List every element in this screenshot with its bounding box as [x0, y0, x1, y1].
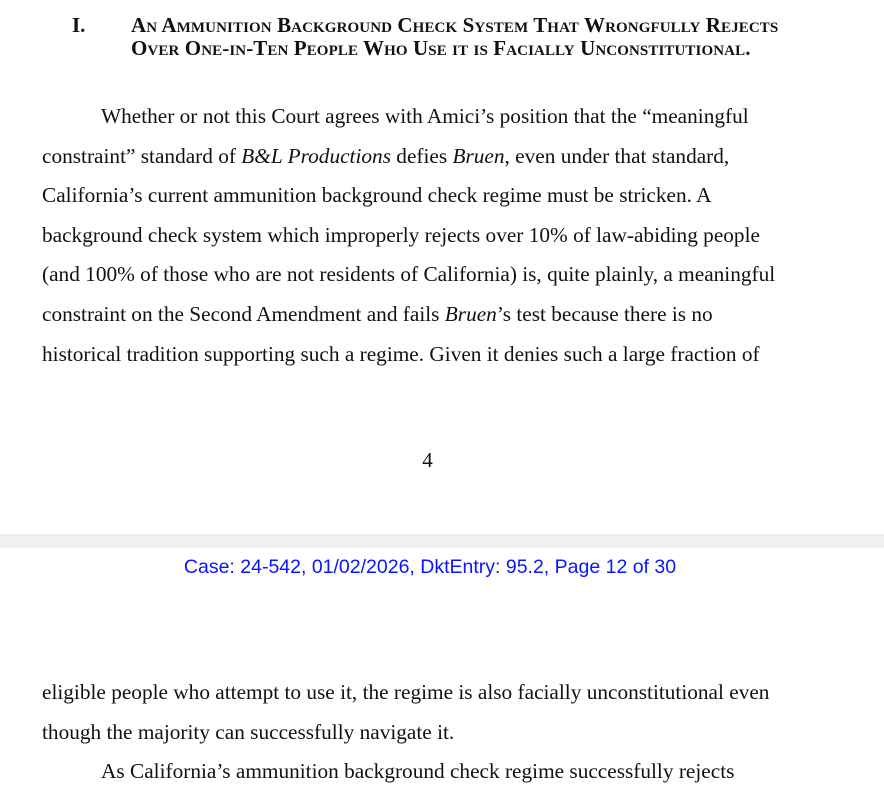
italic-citation: Bruen	[444, 301, 497, 326]
text-run: As California’s ammunition background check regime successfully rejects	[101, 759, 735, 784]
page-number: 4	[422, 448, 433, 472]
text-run: (and 100% of those who are not residents of California) is, quite plainly, a meaningful	[42, 262, 776, 287]
text-run: ’s test because there is no	[496, 301, 713, 326]
text-line	[42, 335, 832, 375]
text-line	[42, 295, 832, 335]
document-page	[0, 548, 884, 784]
text-line	[42, 673, 832, 713]
body-paragraph	[42, 97, 832, 374]
text-run: though the majority can successfully navigate it.	[42, 719, 455, 744]
text-run: defies	[390, 143, 453, 168]
italic-citation: B&L Productions	[241, 143, 391, 168]
text-line	[42, 216, 832, 256]
text-line	[42, 255, 832, 295]
body-paragraph	[42, 673, 832, 792]
section-number: I.	[72, 13, 86, 37]
text-run: background check system which improperly rejects over 10% of law-abiding people	[42, 222, 760, 247]
text-run: Whether or not this Court agrees with Amici’s position that the “meaningful	[101, 104, 749, 128]
text-line	[42, 713, 832, 753]
text-run: , even under that standard,	[504, 143, 730, 168]
text-run: eligible people who attempt to use it, the regime is also facially unconstitutional even	[42, 680, 770, 704]
text-run: historical tradition supporting such a regime. Given it denies such a large fraction of	[42, 341, 760, 366]
text-run: California’s current ammunition background check regime must be stricken. A	[42, 183, 712, 208]
italic-citation: Bruen	[452, 143, 505, 168]
case-header: Case: 24-542, 01/02/2026, DktEntry: 95.2, Page 12 of 30	[183, 556, 677, 578]
text-line	[42, 137, 832, 177]
text-run: constraint on the Second Amendment and fails	[42, 301, 445, 326]
text-run: constraint” standard of	[42, 143, 242, 168]
text-line	[42, 752, 832, 792]
page-separator	[0, 534, 884, 548]
text-line	[42, 97, 832, 137]
text-line	[42, 176, 832, 216]
section-heading: An Ammunition Background Check System That Wrongfully Rejects Over One-in-Ten People Who Use it is Facially Unconstitutional.	[131, 13, 779, 60]
